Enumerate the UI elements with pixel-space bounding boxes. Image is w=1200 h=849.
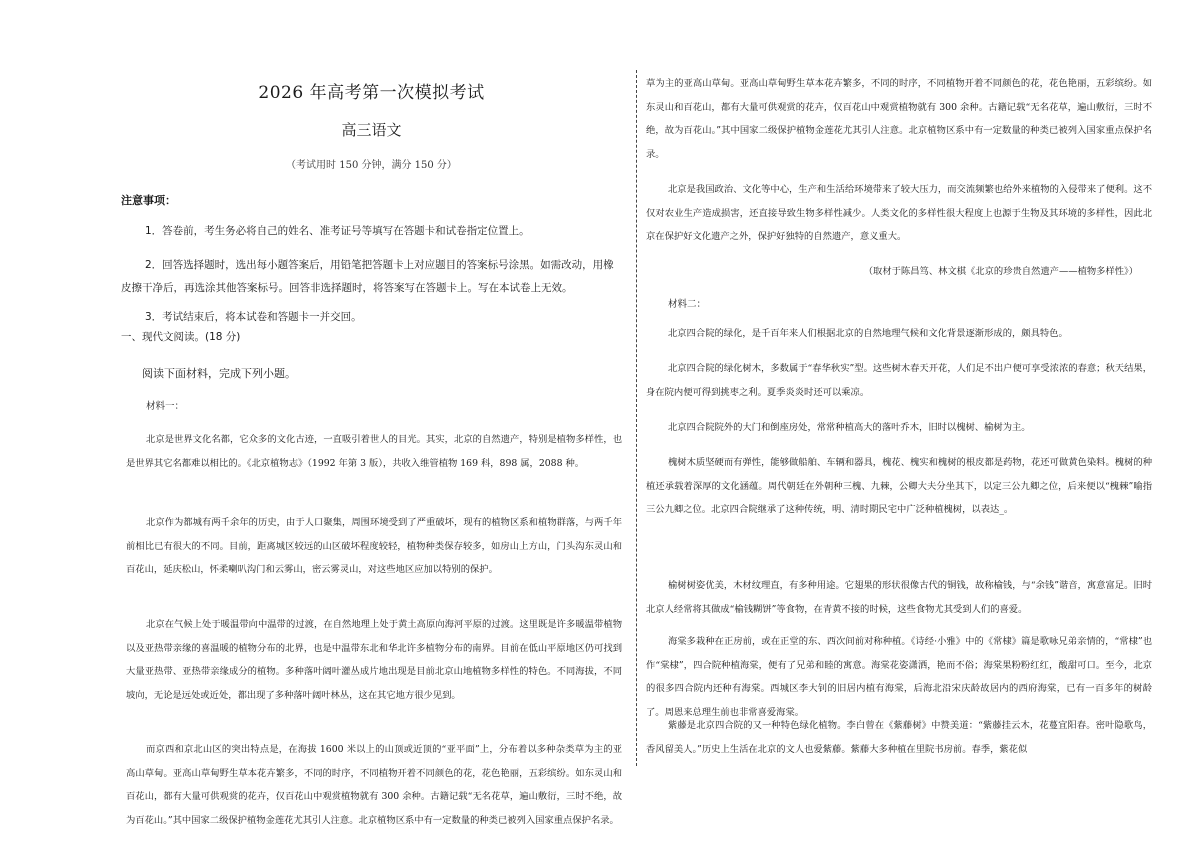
material-1-paragraph-1: 北京是世界文化名都，它众多的文化古迹，一直吸引着世人的目光。其实，北京的自然遗产，特别是植物多样性，也是世界其它名都难以相比的。《北京植物志》（1992 年第 3 版），共收入维管植物 169 科，898 属，2088 种。 xyxy=(126,434,622,469)
material-2-paragraph-6: 海棠多栽种在正房前，或在正堂的东、西次间前对称种植。《诗经·小雅》中的《常棣》篇是歌咏兄弟亲情的，“常棣”也作“棠棣”，四合院种植海棠，便有了兄弟和睦的寓意。海棠花姿潇洒，艳而不俗；海棠果粉粉红红，酸甜可口。至今，北京的很多四合院内还种有海棠。西城区李大钊的旧居内植有海棠，后海北沿宋庆龄故居内的西府海棠，已有一百多年的树龄了。周恩来总理生前也非常喜爱海棠。 xyxy=(646,636,1152,718)
material-1-paragraph-2: 北京作为都城有两千余年的历史，由于人口聚集，周围环境受到了严重破坏，现有的植物区系和植物群落，与两千年前相比已有很大的不同。目前，距离城区较远的山区破坏程度较轻，植物种类保存较多，如房山上方山，门头沟东灵山和百花山，延庆松山，怀柔喇叭沟门和云雾山，密云雾灵山，对这些地区应加以特别的保护。 xyxy=(126,517,622,575)
notice-heading: 注意事项： xyxy=(121,194,176,207)
material-1-paragraph-3: 北京在气候上处于暖温带向中温带的过渡，在自然地理上处于黄土高原向海河平原的过渡。这里既是许多暖温带植物以及亚热带亲缘的喜温暖的植物分布的北界，也是中温带东北和华北许多植物分布的南界。目前在低山平原地区仍可找到大量亚热带、亚热带亲缘成分的植物。多种落叶阔叶灌丛成片地出现是目前北京山地植物多样性的特色。不同海拔，不同坡向，无论是远处或近处，都出现了多种落叶阔叶林丛，这在其它地方很少见到。 xyxy=(126,619,622,701)
material-1-paragraph-4: 而京西和京北山区的突出特点是，在海拔 1600 米以上的山顶或近顶的“亚平面”上，分布着以多种杂类草为主的亚高山草甸。亚高山草甸野生草本花卉繁多，不同的时序，不同植物开着不同颜色的花，花色艳丽，五彩缤纷。如东灵山和百花山，都有大量可供观赏的花卉，仅百花山中观赏植物就有 300 余种。古籍记载“无名花草，遍山敷衍，三时不绝，故为百花山。”其中国家二级保护植物金莲花尤其引人注意。北京植物区系中有一定数量的种类已被列入国家重点保护名录。 xyxy=(126,744,622,826)
notice-item-2: 2．回答选择题时，选出每小题答案后，用铅笔把答题卡上对应题目的答案标号涂黑。如需改动，用橡皮擦干净后，再选涂其他答案标号。回答非选择题时，将答案写在答题卡上。写在本试卷上无效。 xyxy=(121,259,614,294)
section-instruction: 阅读下面材料，完成下列小题。 xyxy=(142,367,296,380)
material-2-paragraph-3: 北京四合院院外的大门和倒座房处，常常种植高大的落叶乔木，旧时以槐树、榆树为主。 xyxy=(668,422,1031,433)
notice-item-3: 3．考试结束后，将本试卷和答题卡一并交回。 xyxy=(145,311,362,323)
notice-item-1: 1．答卷前，考生务必将自己的姓名、准考证号等填写在答题卡和试卷指定位置上。 xyxy=(145,225,530,237)
material-1-label: 材料一： xyxy=(146,401,185,412)
column-divider xyxy=(636,70,638,766)
material-1-paragraph-4-continued xyxy=(646,72,1152,166)
material-1-paragraph-4-text: 草为主的亚高山草甸。亚高山草甸野生草本花卉繁多，不同的时序，不同植物开着不同颜色的花，花色艳丽，五彩缤纷。如东灵山和百花山，都有大量可供观赏的花卉，仅百花山中观赏植物就有 300 余种。古籍记载“无名花草，遍山敷衍，三时不绝，故为百花山。”其中国家二级保护植物金莲花尤其引人注意。北京植物区系中有一定数量的种类已被列入国家重点保护名录。 xyxy=(646,78,1152,160)
material-2-paragraph-2: 北京四合院的绿化树木，多数属于“春华秋实”型。这些树木春天开花，人们足不出户便可享受浓浓的春意；秋天结果，身在院内便可得到挑枣之利。夏季炎炎时还可以乘凉。 xyxy=(646,363,1152,398)
exam-timing: （考试用时 150 分钟，满分 150 分） xyxy=(286,160,457,171)
material-1-paragraph-5: 北京是我国政治、文化等中心，生产和生活给环境带来了较大压力，而交流频繁也给外来植物的入侵带来了便利。这不仅对农业生产造成损害，还直接导致生物多样性减少。人类文化的多样性很大程度上也源于生物及其环境的多样性，因此北京在保护好文化遗产之外，保护好独特的自然遗产，意义重大。 xyxy=(646,184,1152,242)
section-heading: 一、现代文阅读。(18 分) xyxy=(121,331,241,343)
material-2-label: 材料二： xyxy=(668,299,707,310)
material-2-paragraph-4: 槐树木质坚硬而有弹性，能够做船舶、车辆和器具，槐花、槐实和槐树的根皮都是药物，花还可做黄色染料。槐树的种植还承载着深厚的文化涵蕴。周代朝廷在外朝种三槐、九棘，公卿大夫分坐其下，以定三公九卿之位，后来便以“槐棘”喻指三公九卿之位。北京四合院继承了这种传统，明、清时期民宅中广泛种植槐树，以表达_。 xyxy=(646,457,1152,515)
material-1-source: （取材于陈昌笃、林文棋《北京的珍贵自然遗产——植物多样性》） xyxy=(863,266,1138,277)
material-2-paragraph-1: 北京四合院的绿化，是千百年来人们根据北京的自然地理气候和文化背景逐渐形成的，颇具特色。 xyxy=(668,328,1068,339)
material-2-paragraph-7: 紫藤是北京四合院的又一种特色绿化植物。李白曾在《紫藤树》中赞美道：“紫藤挂云木，花蔓宜阳春。密叶隐歌鸟，香风留美人。”历史上生活在北京的文人也爱紫藤。紫藤大多种植在里院书房前。春季，紫花似 xyxy=(646,720,1152,755)
material-2-paragraph-5: 榆树树姿优美，木材纹理直，有多种用途。它翅果的形状很像古代的铜钱，故称榆钱，与“余钱”谐音，寓意富足。旧时北京人经常将其做成“榆钱糊饼”等食物，在青黄不接的时候，这些食物尤其受到人们的喜爱。 xyxy=(646,580,1152,615)
exam-subject: 高三语文 xyxy=(341,121,402,139)
exam-title: 2026 年高考第一次模拟考试 xyxy=(258,83,485,103)
